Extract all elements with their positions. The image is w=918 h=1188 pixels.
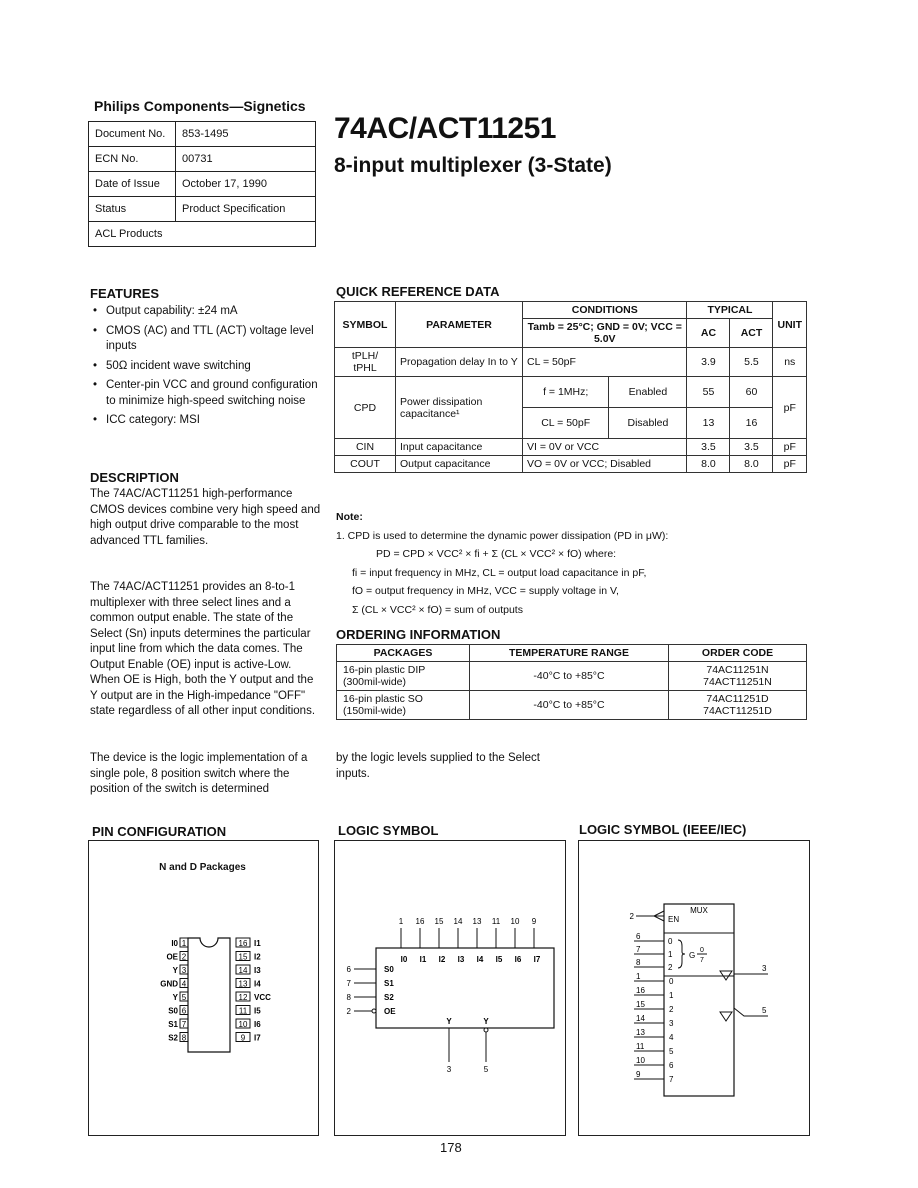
table-cell: 55 — [687, 377, 730, 408]
weight-label: 2 — [668, 963, 673, 972]
pin-name: VCC — [254, 993, 271, 1002]
pin-name: Y — [172, 993, 178, 1002]
doc-label: ECN No. — [89, 147, 176, 172]
table-cell: Disabled — [609, 408, 687, 439]
note-line: PD = CPD × VCC² × fi + Σ (CL × VCC² × fO) where: — [376, 548, 617, 560]
group-fraction: 0 — [700, 947, 704, 954]
table-cell: COUT — [335, 456, 396, 473]
input-label: I6 — [514, 955, 522, 964]
weight-label: 5 — [669, 1047, 674, 1056]
table-cell: 5.5 — [730, 348, 773, 377]
pin-number: 3 — [762, 964, 767, 973]
table-header: TEMPERATURE RANGE — [470, 645, 669, 662]
table-cell — [337, 691, 470, 720]
pin-number: 14 — [453, 917, 463, 926]
pin-number: 2 — [629, 912, 634, 921]
input-label: I5 — [495, 955, 503, 964]
pin-name: I5 — [254, 1006, 261, 1016]
ieee-symbol-heading: LOGIC SYMBOL (IEEE/IEC) — [579, 822, 747, 837]
order-code: 74ACT11251D — [703, 705, 772, 717]
features-list — [90, 304, 320, 433]
pin-number: 1 — [398, 917, 404, 926]
pin-name: I3 — [254, 966, 261, 975]
table-row — [337, 662, 807, 691]
table-row — [335, 456, 807, 473]
input-label: I7 — [533, 955, 541, 964]
table-header: ACT — [730, 319, 773, 348]
table-header: SYMBOL — [335, 302, 396, 348]
table-cell: VO = 0V or VCC; Disabled — [523, 456, 687, 473]
pin-name: S1 — [168, 1020, 178, 1029]
logic-symbol-drawing — [334, 840, 564, 1134]
table-cell: pF — [773, 439, 807, 456]
table-row — [335, 302, 807, 319]
table-header: TYPICAL — [687, 302, 773, 319]
table-cell — [669, 691, 807, 720]
table-cell: Output capacitance — [396, 456, 523, 473]
note-line: Σ (CL × VCC² × fO) = sum of outputs — [352, 603, 523, 616]
table-header: UNIT — [773, 302, 807, 348]
input-label: I0 — [400, 955, 408, 964]
pin-name: I4 — [254, 979, 261, 989]
document-info-table — [88, 121, 316, 247]
list-item: • Center-pin VCC and ground configuration to minimize high-speed switching noise — [90, 378, 320, 409]
doc-value: 853-1495 — [176, 122, 316, 147]
pin-number: 6 — [346, 965, 351, 974]
pin-number: 2 — [346, 1007, 351, 1016]
input-label: I3 — [457, 955, 465, 964]
group-label: G — [689, 951, 696, 960]
dip-package-drawing — [88, 840, 318, 1134]
pin-number: 14 — [636, 1014, 645, 1023]
table-cell: -40°C to +85°C — [470, 691, 669, 720]
pin-number: 10 — [636, 1056, 645, 1065]
pin-number: 10 — [238, 1020, 248, 1029]
description-paragraph: The device is the logic implementation of a single pole, 8 position switch where the position of the switch is determined — [90, 752, 308, 795]
weight-label: 1 — [668, 950, 673, 959]
doc-info-row — [89, 197, 316, 222]
package-width: (300mil-wide) — [343, 676, 407, 688]
doc-label: Status — [89, 197, 176, 222]
table-row — [337, 645, 807, 662]
table-row — [337, 691, 807, 720]
table-cell: 3.5 — [687, 439, 730, 456]
table-header: ORDER CODE — [669, 645, 807, 662]
features-heading: FEATURES — [90, 286, 160, 301]
package-label: N and D Packages — [159, 862, 246, 873]
pin-number: 1 — [636, 972, 641, 981]
table-cell: 3.9 — [687, 348, 730, 377]
pin-number: 15 — [636, 1000, 645, 1009]
description-heading: DESCRIPTION — [90, 470, 179, 485]
table-cell: 3.5 — [730, 439, 773, 456]
weight-label: 4 — [669, 1033, 674, 1042]
pin-name: I2 — [254, 952, 261, 962]
pin-number: 11 — [491, 917, 501, 926]
table-cell: 8.0 — [730, 456, 773, 473]
page-title: 74AC/ACT11251 — [334, 112, 556, 145]
list-item: • Output capability: ±24 mA — [90, 304, 320, 320]
table-row — [335, 377, 807, 408]
pin-number: 7 — [346, 979, 351, 988]
table-cell: tPLH/ tPHL — [335, 348, 396, 377]
doc-info-row — [89, 147, 316, 172]
doc-info-row — [89, 172, 316, 197]
doc-info-row — [89, 122, 316, 147]
pin-name: I0 — [171, 939, 178, 948]
pin-number: 13 — [238, 979, 248, 989]
quick-ref-table — [334, 301, 807, 473]
note-line: fi = input frequency in MHz, CL = output load capacitance in pF, — [352, 566, 647, 579]
description-paragraph: The 74AC/ACT11251 provides an 8-to-1 multiplexer with three select lines and a common output enable. The state of the Select (Sn) inputs determines the particular input line from which the data comes. The Output Enable (OE) input is active-Low. When OE is High, both the Y output and the Y output are in the High-impedance "OFF" state regardless of all other input conditions. — [90, 581, 316, 717]
note-block — [336, 508, 668, 619]
table-row — [335, 348, 807, 377]
weight-label: 6 — [669, 1061, 674, 1070]
package-name: 16-pin plastic DIP — [343, 664, 426, 676]
page-subtitle: 8-input multiplexer (3-State) — [334, 154, 612, 177]
doc-value: October 17, 1990 — [176, 172, 316, 197]
pin-number: 6 — [181, 1006, 187, 1016]
pin-number: 6 — [636, 932, 641, 941]
ordering-table — [336, 644, 807, 720]
select-label: OE — [384, 1007, 396, 1016]
doc-value: Product Specification — [176, 197, 316, 222]
table-cell — [669, 662, 807, 691]
pin-number: 7 — [636, 945, 641, 954]
weight-label: 7 — [669, 1075, 674, 1084]
pin-number: 14 — [238, 966, 248, 975]
table-cell: -40°C to +85°C — [470, 662, 669, 691]
table-cell: CIN — [335, 439, 396, 456]
package-name: 16-pin plastic SO — [343, 693, 423, 705]
pin-number: 13 — [472, 917, 482, 926]
pin-number: 16 — [636, 986, 645, 995]
weight-label: 3 — [669, 1019, 674, 1028]
pin-number: 3 — [446, 1065, 452, 1074]
pin-number: 11 — [636, 1042, 645, 1051]
table-header: AC — [687, 319, 730, 348]
ieee-symbol-body — [630, 904, 768, 1096]
table-cell: 16 — [730, 408, 773, 439]
doc-info-row — [89, 222, 316, 247]
weight-label: 2 — [669, 1005, 674, 1014]
table-cell: 13 — [687, 408, 730, 439]
table-cell — [337, 662, 470, 691]
input-label: I4 — [476, 955, 484, 964]
ordering-heading: ORDERING INFORMATION — [336, 627, 501, 642]
quick-ref-heading: QUICK REFERENCE DATA — [336, 284, 500, 299]
three-state-icon — [720, 1012, 732, 1021]
table-cell: CL = 50pF — [523, 408, 609, 439]
group-fraction: 7 — [700, 957, 704, 964]
pin-number: 4 — [181, 979, 187, 989]
doc-label: Document No. — [89, 122, 176, 147]
list-item: • ICC category: MSI — [90, 413, 320, 429]
logic-symbol-body — [347, 917, 554, 1074]
pin-number: 8 — [636, 958, 641, 967]
description-paragraph: The 74AC/ACT11251 high-performance CMOS devices combine very high speed and high output drive comparable to the most advanced TTL families. — [90, 488, 321, 547]
logic-symbol-heading: LOGIC SYMBOL — [338, 823, 439, 838]
pin-number: 9 — [240, 1033, 246, 1043]
pin-config-heading: PIN CONFIGURATION — [92, 824, 227, 839]
pin-name: Y — [172, 966, 178, 975]
pin-number: 8 — [181, 1033, 187, 1043]
list-item: • CMOS (AC) and TTL (ACT) voltage level inputs — [90, 324, 320, 355]
select-label: S0 — [384, 965, 394, 974]
package-width: (150mil-wide) — [343, 705, 407, 717]
invert-bubble — [484, 1028, 488, 1032]
weight-label: 0 — [668, 937, 673, 946]
pin-number: 5 — [762, 1006, 767, 1015]
table-cell: CPD — [335, 377, 396, 439]
note-title: Note: — [336, 511, 363, 523]
pin-number: 5 — [483, 1065, 489, 1074]
pin-number: 5 — [181, 993, 187, 1002]
description-paragraph: by the logic levels supplied to the Select inputs. — [336, 752, 540, 780]
table-cell: CL = 50pF — [523, 348, 687, 377]
pin-number: 12 — [238, 993, 248, 1002]
output-label: Y — [483, 1017, 489, 1026]
select-label: S2 — [384, 993, 394, 1002]
pin-number: 7 — [181, 1020, 187, 1029]
weight-label: 1 — [669, 991, 674, 1000]
list-item: • 50Ω incident wave switching — [90, 359, 320, 375]
input-label: I1 — [419, 955, 427, 964]
pin-number: 15 — [434, 917, 444, 926]
invert-bubble — [372, 1009, 376, 1013]
order-code: 74ACT11251N — [703, 676, 772, 688]
pin-number: 10 — [510, 917, 520, 926]
pin-number: 3 — [181, 966, 187, 975]
company-name: Philips Components—Signetics — [94, 98, 306, 114]
table-header: Tamb = 25°C; GND = 0V; VCC = 5.0V — [523, 319, 687, 348]
table-header: PARAMETER — [396, 302, 523, 348]
pin-number: 2 — [181, 952, 187, 962]
note-line: 1. CPD is used to determine the dynamic power dissipation (PD in μW): — [336, 529, 669, 542]
pin-number: 16 — [415, 917, 425, 926]
pin-number: 9 — [636, 1070, 641, 1079]
mux-label: MUX — [690, 906, 708, 915]
chip-outline — [188, 938, 230, 1052]
pin-number: 11 — [238, 1006, 248, 1016]
dip-body — [160, 938, 271, 1052]
product-line: ACL Products — [89, 222, 316, 247]
order-code: 74AC11251N — [706, 664, 769, 676]
table-cell: VI = 0V or VCC — [523, 439, 687, 456]
page-number: 178 — [440, 1140, 462, 1155]
input-label: I2 — [438, 955, 446, 964]
pin-number: 8 — [346, 993, 351, 1002]
order-code: 74AC11251D — [706, 693, 769, 705]
table-cell: Propagation delay In to Y — [396, 348, 523, 377]
pin-name: I6 — [254, 1020, 261, 1029]
enable-label: EN — [668, 915, 680, 924]
output-label: Y — [446, 1017, 452, 1026]
table-cell: pF — [773, 456, 807, 473]
pin-name: S2 — [168, 1033, 178, 1043]
brace — [678, 940, 685, 968]
table-header: PACKAGES — [337, 645, 470, 662]
table-cell: pF — [773, 377, 807, 439]
pin-number: 15 — [238, 952, 248, 962]
table-cell: Enabled — [609, 377, 687, 408]
table-header: CONDITIONS — [523, 302, 687, 319]
pin-number: 16 — [238, 939, 248, 948]
table-cell: Input capacitance — [396, 439, 523, 456]
table-row — [335, 439, 807, 456]
table-cell: ns — [773, 348, 807, 377]
pin-name: S0 — [168, 1006, 178, 1016]
table-cell: Power dissipation capacitance¹ — [396, 377, 523, 439]
pin-number: 13 — [636, 1028, 645, 1037]
pin-name: GND — [160, 979, 178, 989]
ieee-symbol-drawing — [578, 840, 808, 1134]
note-line: fO = output frequency in MHz, VCC = supply voltage in V, — [352, 585, 619, 597]
pin-name: OE — [166, 952, 178, 962]
doc-value: 00731 — [176, 147, 316, 172]
table-cell: 60 — [730, 377, 773, 408]
doc-label: Date of Issue — [89, 172, 176, 197]
pin-number: 9 — [531, 917, 537, 926]
table-cell: 8.0 — [687, 456, 730, 473]
pin-name: I7 — [254, 1033, 261, 1043]
select-label: S1 — [384, 979, 394, 988]
pin-name: I1 — [254, 939, 261, 948]
table-cell: f = 1MHz; — [523, 377, 609, 408]
pin-number: 1 — [181, 939, 187, 948]
weight-label: 0 — [669, 977, 674, 986]
